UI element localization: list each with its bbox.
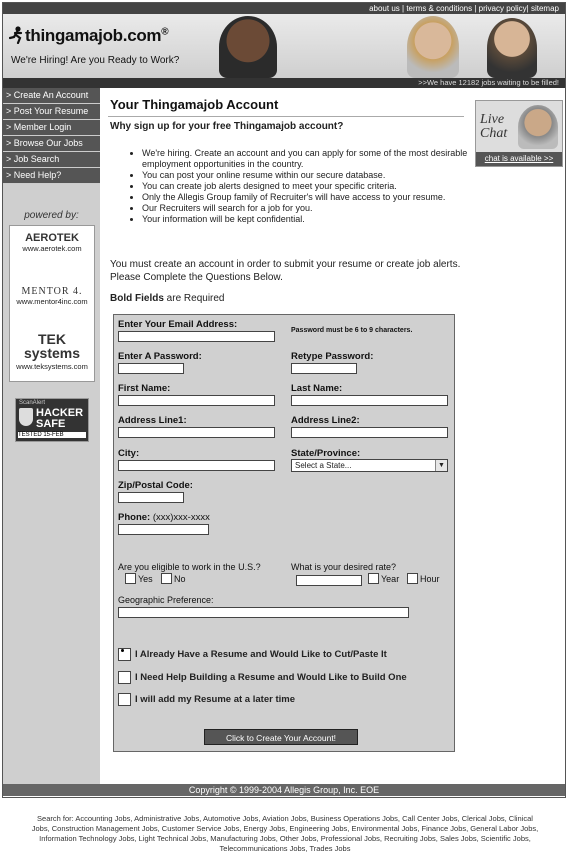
teksystems-url: www.teksystems.com (16, 362, 88, 371)
live-chat-line1: Live (480, 112, 505, 127)
phone-label-text: Phone: (118, 512, 151, 523)
signup-form (113, 314, 455, 752)
header-photo-woman (407, 16, 459, 78)
eligible-no-radio[interactable] (161, 573, 172, 584)
hacker-safe-badge[interactable] (15, 398, 89, 442)
benefit-item: • You can create job alerts designed to meet your specific criteria. (142, 181, 472, 192)
logo-suffix: .com (122, 26, 162, 45)
nav-post-resume[interactable]: > Post Your Resume (3, 104, 100, 120)
live-chat-title (480, 113, 507, 141)
chevron-down-icon: ▼ (435, 460, 447, 471)
rate-hour-radio[interactable] (407, 573, 418, 584)
eligible-label: Are you eligible to work in the U.S.? (118, 562, 261, 572)
privacy-link[interactable]: privacy policy (478, 4, 527, 13)
chat-available-link[interactable]: chat is available >> (476, 152, 562, 166)
password-label: Enter A Password: (118, 351, 202, 362)
site-header (3, 14, 565, 78)
city-input[interactable] (118, 460, 275, 471)
rate-year-label: Year (381, 574, 400, 584)
first-name-input[interactable] (118, 395, 275, 406)
benefits-list (130, 148, 472, 225)
page-title: Your Thingamajob Account (110, 97, 279, 112)
retype-password-input[interactable] (291, 363, 357, 374)
zip-input[interactable] (118, 492, 184, 503)
benefit-item: • Your information will be kept confidential. (142, 214, 472, 225)
password-note: Password must be 6 to 9 characters. (291, 327, 413, 334)
required-rest: are Required (163, 293, 225, 304)
required-bold: Bold Fields (110, 293, 164, 304)
running-man-icon (9, 26, 25, 44)
cut-paste-radio[interactable] (118, 648, 131, 661)
main-content (100, 88, 565, 784)
copyright-bar: Copyright © 1999-2004 Allegis Group, Inc. EOE (3, 784, 565, 796)
geo-input[interactable] (118, 607, 409, 618)
phone-format-hint: (xxx)xxx-xxxx (152, 512, 210, 523)
header-photo-man (219, 16, 277, 78)
address2-label: Address Line2: (291, 415, 360, 426)
cut-paste-label: I Already Have a Resume and Would Like to Cut/Paste It (135, 649, 387, 661)
rate-hour-label: Hour (420, 574, 440, 584)
scanalert-label: ScanAlert (19, 400, 46, 406)
email-label: Enter Your Email Address: (118, 319, 238, 330)
intro-text: You must create an account in order to submit your resume or create job alerts. Please Complete the Questions Below. (110, 259, 461, 283)
nav-need-help[interactable]: > Need Help? (3, 168, 100, 184)
safe-line: SAFE (36, 418, 66, 430)
title-divider (108, 116, 464, 117)
city-label: City: (118, 448, 140, 459)
sponsor-box (9, 225, 95, 382)
terms-link[interactable]: terms & conditions (406, 4, 473, 13)
nav-browse-jobs[interactable]: > Browse Our Jobs (3, 136, 100, 152)
tagline: We're Hiring! Are you Ready to Work? (11, 55, 180, 66)
teksystems-logo: TEK systems (23, 331, 81, 361)
hacker-safe-text (36, 408, 83, 430)
sponsor-aerotek[interactable] (10, 232, 94, 253)
eligible-yes-label: Yes (138, 574, 153, 584)
build-resume-radio[interactable] (118, 671, 131, 684)
rate-year-radio[interactable] (368, 573, 379, 584)
geo-label: Geographic Preference: (118, 595, 214, 605)
top-link-bar (3, 3, 565, 14)
live-chat-box[interactable] (475, 100, 563, 167)
live-chat-line2: Chat (480, 126, 508, 141)
mentor4-logo: MENTOR 4. (21, 286, 83, 297)
sponsor-teksystems[interactable] (10, 332, 94, 371)
footer-job-categories: Search for: Accounting Jobs, Administrative Jobs, Automotive Jobs, Aviation Jobs, Business Operations Jobs, Call Center Jobs, Clerical Jobs, Clinical Jobs, Construction Management Jobs, Customer Service Jobs, Energy Jobs, Engineering Jobs, Environmental Jobs, Finance Jobs, General Labor Jobs, Information Technology Jobs, Light Technical Jobs, Manufacturing Jobs, Other Jobs, Professional Jobs, Recruiting Jobs, Sales Jobs, Scientific Jobs, Telecommunications Jobs, Trades Jobs (31, 814, 539, 853)
rate-label: What is your desired rate? (291, 562, 397, 572)
sponsor-mentor4[interactable] (10, 286, 94, 306)
address2-input[interactable] (291, 427, 448, 438)
nav-job-search[interactable]: > Job Search (3, 152, 100, 168)
address1-label: Address Line1: (118, 415, 187, 426)
chat-agent-photo (518, 105, 558, 149)
build-resume-label: I Need Help Building a Resume and Would Like to Build One (135, 672, 407, 684)
powered-by-label: powered by: (24, 210, 79, 221)
last-name-label: Last Name: (291, 383, 343, 394)
add-later-label: I will add my Resume at a later time (135, 694, 295, 706)
mentor4-url: www.mentor4inc.com (16, 297, 88, 306)
address1-input[interactable] (118, 427, 275, 438)
option-add-later[interactable] (118, 691, 295, 709)
sitemap-link[interactable]: sitemap (530, 4, 559, 13)
state-select-value: Select a State... (295, 461, 352, 470)
top-links: about us | terms & conditions | privacy policy| sitemap (369, 4, 559, 13)
retype-password-label: Retype Password: (291, 351, 374, 362)
option-cut-paste[interactable] (118, 646, 387, 664)
sidebar-nav (3, 88, 100, 184)
eligible-yes-radio[interactable] (125, 573, 136, 584)
site-logo[interactable] (9, 26, 168, 46)
benefit-item: • Only the Allegis Group family of Recruiter's will have access to your resume. (142, 192, 472, 203)
zip-label: Zip/Postal Code: (118, 480, 193, 491)
password-input[interactable] (118, 363, 184, 374)
hacker-line: HACKER (36, 407, 84, 419)
page-subtitle: Why sign up for your free Thingamajob account? (110, 121, 344, 132)
sidebar (3, 88, 100, 784)
add-later-radio[interactable] (118, 693, 131, 706)
benefit-item: • We're hiring. Create an account and you can apply for some of the most desirable employment opportunities in the country. (142, 148, 472, 170)
phone-input[interactable] (118, 524, 209, 535)
logo-text: thingamajob (25, 26, 123, 45)
state-label: State/Province: (291, 448, 361, 459)
rate-input[interactable] (296, 575, 362, 586)
phone-label (118, 512, 210, 523)
state-select[interactable] (291, 459, 448, 472)
option-build-resume[interactable] (118, 669, 407, 687)
aerotek-logo: AEROTEK (25, 232, 79, 244)
benefit-item: • You can post your online resume within our secure database. (142, 170, 472, 181)
nav-create-account[interactable]: > Create An Account (3, 88, 100, 104)
jobs-count-bar (3, 78, 565, 88)
jobs-count-text: >>We have 12182 jobs waiting to be filled! (418, 78, 559, 87)
tested-date: TESTED 15-FEB (18, 432, 86, 438)
required-note (110, 293, 225, 304)
last-name-input[interactable] (291, 395, 448, 406)
email-input[interactable] (118, 331, 275, 342)
about-us-link[interactable]: about us (369, 4, 400, 13)
create-account-button[interactable]: Click to Create Your Account! (204, 729, 358, 745)
first-name-label: First Name: (118, 383, 171, 394)
shield-icon (19, 408, 33, 426)
eligible-no-label: No (174, 574, 186, 584)
logo-trademark: ® (161, 26, 169, 38)
benefit-item: • Our Recruiters will search for a job for you. (142, 203, 472, 214)
aerotek-url: www.aerotek.com (22, 244, 82, 253)
page-frame (2, 2, 566, 798)
nav-member-login[interactable]: > Member Login (3, 120, 100, 136)
header-photo-businessman (487, 18, 537, 78)
